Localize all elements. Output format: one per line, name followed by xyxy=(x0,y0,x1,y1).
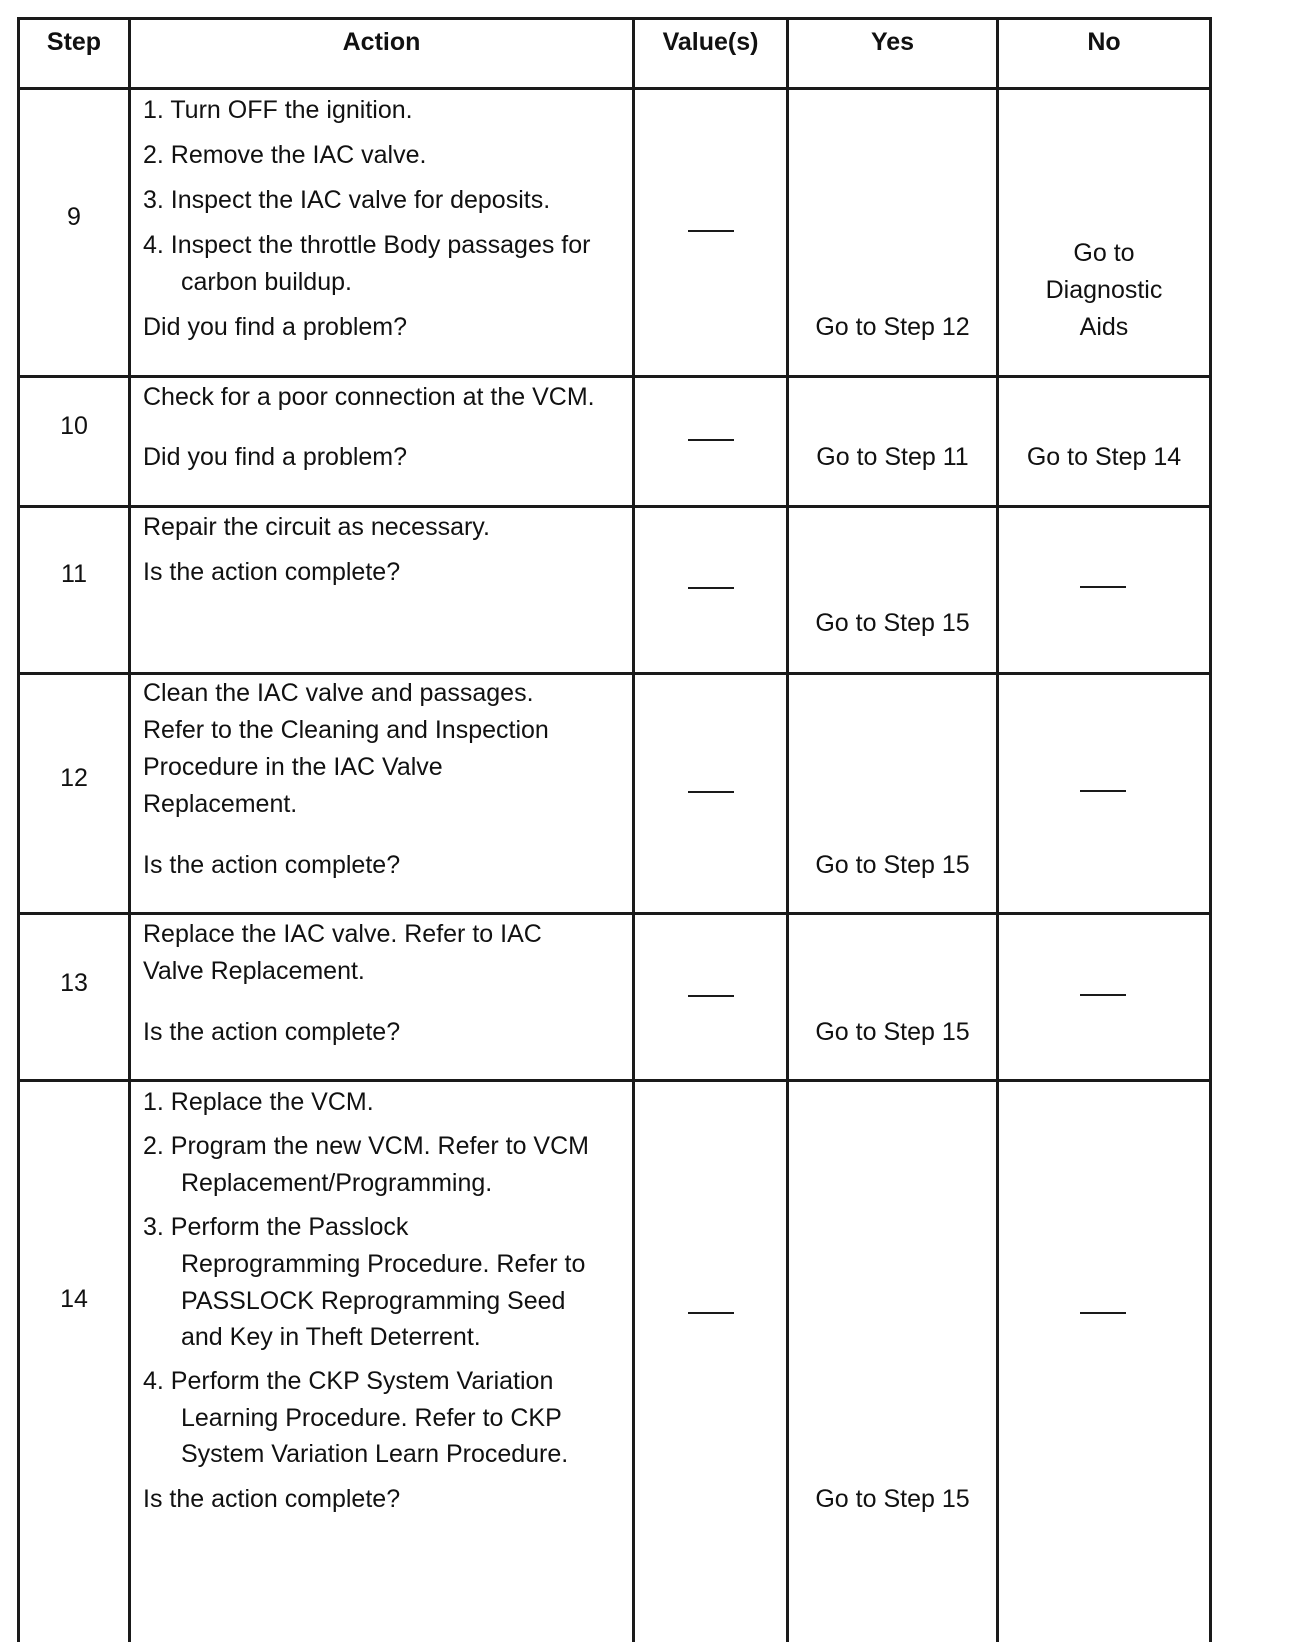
step-number: 11 xyxy=(61,560,87,588)
value-dash xyxy=(688,230,734,232)
action-step: 2. Program the new VCM. Refer to VCM xyxy=(143,1132,589,1160)
action-question: Did you find a problem? xyxy=(143,313,408,341)
action-question: Is the action complete? xyxy=(143,851,401,879)
column-divider xyxy=(786,17,789,1642)
yes-outcome: Go to Step 15 xyxy=(815,1018,970,1046)
step-number: 10 xyxy=(60,412,88,440)
row-divider xyxy=(17,505,1212,508)
action-step: 3. Inspect the IAC valve for deposits. xyxy=(143,186,551,214)
step-number: 12 xyxy=(60,764,88,792)
no-outcome: Diagnostic xyxy=(1045,276,1163,304)
action-step-continuation: and Key in Theft Deterrent. xyxy=(181,1323,481,1351)
action-text: Check for a poor connection at the VCM. xyxy=(143,383,595,411)
no-outcome: Go to Step 14 xyxy=(1026,443,1182,471)
action-step-continuation: Reprogramming Procedure. Refer to xyxy=(181,1250,586,1278)
action-question: Is the action complete? xyxy=(143,1485,401,1513)
header-step: Step xyxy=(46,28,102,56)
table-border-left xyxy=(17,17,20,1642)
value-dash xyxy=(688,995,734,997)
action-step-continuation: Learning Procedure. Refer to CKP xyxy=(181,1404,562,1432)
step-number: 14 xyxy=(60,1285,88,1313)
action-text: Clean the IAC valve and passages. xyxy=(143,679,534,707)
yes-outcome: Go to Step 15 xyxy=(815,851,970,879)
action-question: Is the action complete? xyxy=(143,558,401,586)
yes-outcome: Go to Step 11 xyxy=(816,443,969,471)
action-step-continuation: PASSLOCK Reprogramming Seed xyxy=(181,1287,566,1315)
step-number: 13 xyxy=(60,969,88,997)
action-step: 3. Perform the Passlock xyxy=(143,1213,409,1241)
row-divider xyxy=(17,87,1212,90)
no-outcome-dash xyxy=(1080,790,1126,792)
value-dash xyxy=(688,439,734,441)
column-divider xyxy=(632,17,635,1642)
action-text: Replacement. xyxy=(143,790,298,818)
action-step-continuation: System Variation Learn Procedure. xyxy=(181,1440,569,1468)
value-dash xyxy=(688,1312,734,1314)
value-dash xyxy=(688,791,734,793)
no-outcome: Go to xyxy=(1073,239,1135,267)
action-text: Valve Replacement. xyxy=(143,957,365,985)
no-outcome: Aids xyxy=(1079,313,1129,341)
header-action: Action xyxy=(342,28,421,56)
action-text: Refer to the Cleaning and Inspection xyxy=(143,716,549,744)
action-text: Procedure in the IAC Valve xyxy=(143,753,443,781)
header-yes: Yes xyxy=(870,28,915,56)
header-no: No xyxy=(1087,28,1121,56)
column-divider xyxy=(128,17,131,1642)
yes-outcome: Go to Step 12 xyxy=(815,313,970,341)
row-divider xyxy=(17,1079,1212,1082)
no-outcome-dash xyxy=(1080,586,1126,588)
action-step: 4. Perform the CKP System Variation xyxy=(143,1367,554,1395)
table-border-right xyxy=(1209,17,1212,1642)
action-text: Repair the circuit as necessary. xyxy=(143,513,490,541)
header-values: Value(s) xyxy=(662,28,759,56)
value-dash xyxy=(688,587,734,589)
action-step: 4. Inspect the throttle Body passages for xyxy=(143,231,591,259)
action-step-continuation: carbon buildup. xyxy=(181,268,352,296)
action-step: 1. Replace the VCM. xyxy=(143,1088,374,1116)
action-step-continuation: Replacement/Programming. xyxy=(181,1169,493,1197)
row-divider xyxy=(17,912,1212,915)
action-step: 2. Remove the IAC valve. xyxy=(143,141,427,169)
yes-outcome: Go to Step 15 xyxy=(815,1485,970,1513)
table-border-top xyxy=(17,17,1212,20)
row-divider xyxy=(17,375,1212,378)
action-step: 1. Turn OFF the ignition. xyxy=(143,96,413,124)
action-text: Replace the IAC valve. Refer to IAC xyxy=(143,920,542,948)
no-outcome-dash xyxy=(1080,994,1126,996)
action-question: Is the action complete? xyxy=(143,1018,401,1046)
yes-outcome: Go to Step 15 xyxy=(815,609,970,637)
no-outcome-dash xyxy=(1080,1312,1126,1314)
action-question: Did you find a problem? xyxy=(143,443,408,471)
step-number: 9 xyxy=(67,203,81,231)
